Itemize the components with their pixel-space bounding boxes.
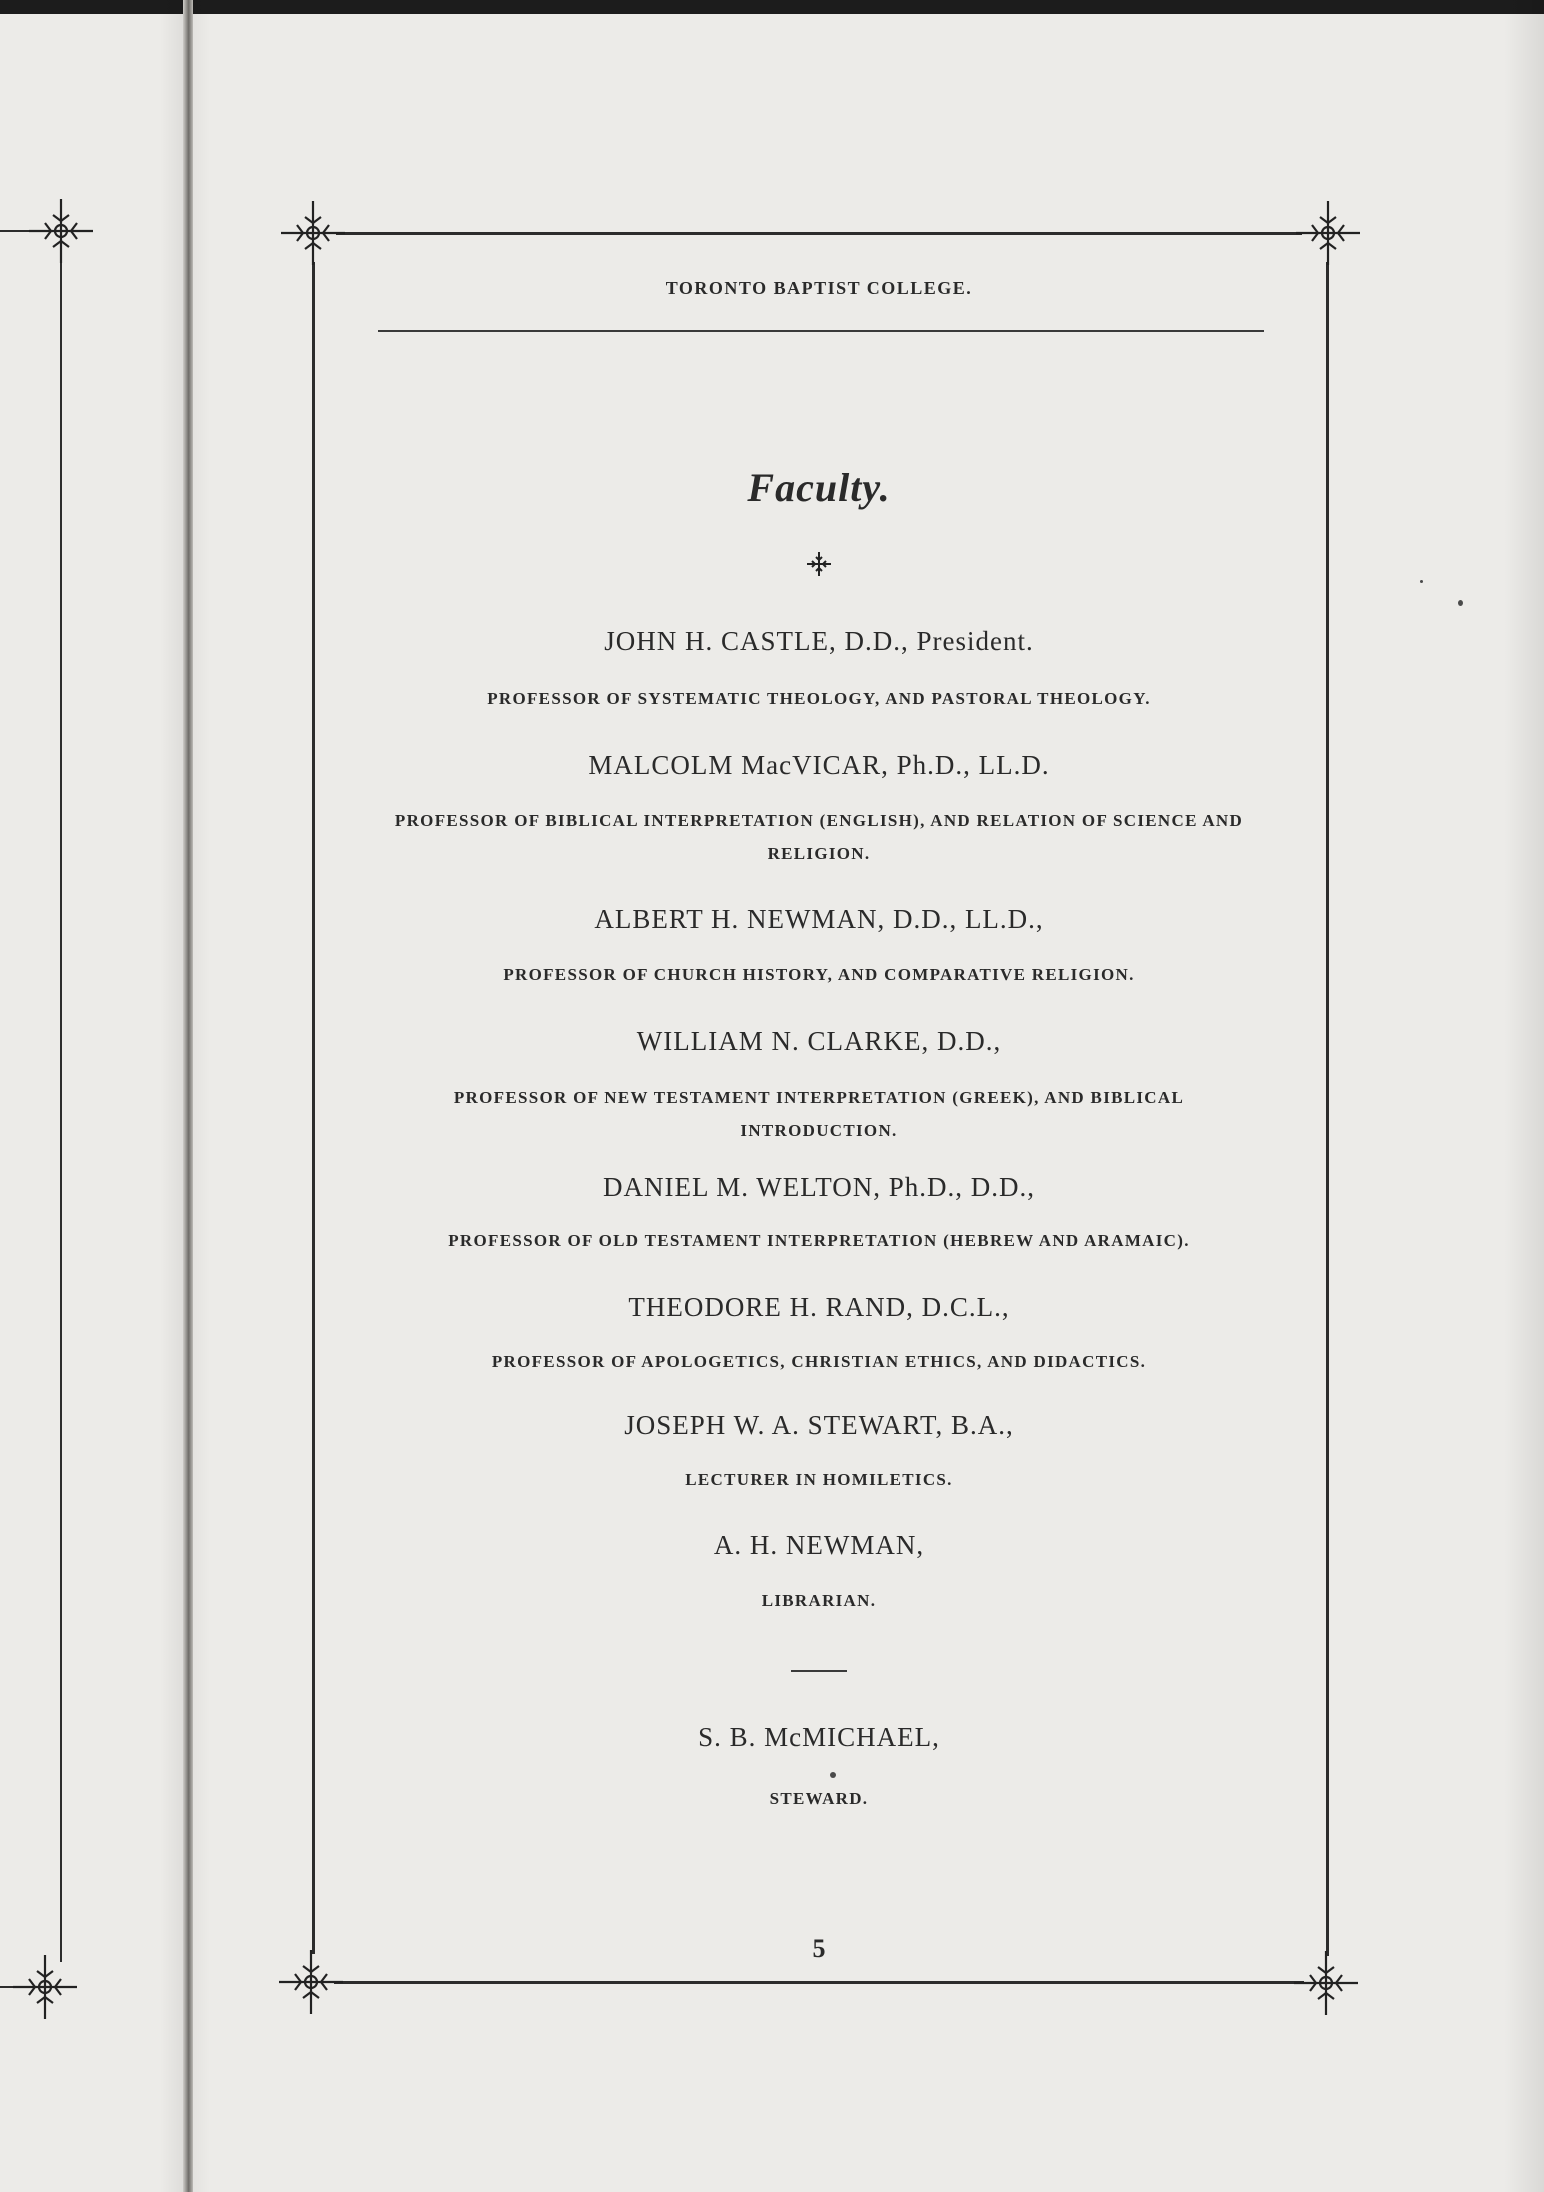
faculty-role: PROFESSOR OF APOLOGETICS, CHRISTIAN ETHICS, AND DIDACTICS. <box>491 1352 1147 1371</box>
frame-top-border <box>336 232 1302 235</box>
page-edge-shade <box>1504 0 1544 2192</box>
scan-top-edge <box>0 0 1544 14</box>
faculty-name: DANIEL M. WELTON, Ph.D., D.D., <box>603 1172 1035 1202</box>
faculty-role: LIBRARIAN. <box>761 1591 877 1610</box>
left-page-ornament-bottom-icon <box>9 1951 81 2023</box>
frame-right-border <box>1326 262 1329 1956</box>
section-title: Faculty. <box>747 465 891 510</box>
faculty-name: A. H. NEWMAN, <box>713 1530 925 1560</box>
scan-speck <box>1420 580 1423 583</box>
cross-ornament-icon <box>805 550 833 578</box>
faculty-role: PROFESSOR OF CHURCH HISTORY, AND COMPARATIVE RELIGION. <box>503 965 1135 984</box>
faculty-name: WILLIAM N. CLARKE, D.D., <box>636 1026 1002 1056</box>
frame-ornament-top-right-icon <box>1292 197 1364 269</box>
frame-ornament-top-left-icon <box>277 197 349 269</box>
head-rule <box>378 330 1264 332</box>
book-gutter <box>183 0 193 2192</box>
faculty-name: JOHN H. CASTLE, D.D., President. <box>604 626 1034 656</box>
divider-rule <box>791 1670 847 1672</box>
left-page-ornament-top-icon <box>25 195 97 267</box>
running-head: TORONTO BAPTIST COLLEGE. <box>665 278 973 298</box>
faculty-role: PROFESSOR OF NEW TESTAMENT INTERPRETATION (GREEK), AND BIBLICAL INTRODUCTION. <box>453 1088 1185 1140</box>
faculty-role: PROFESSOR OF OLD TESTAMENT INTERPRETATION (HEBREW AND ARAMAIC). <box>448 1231 1190 1250</box>
frame-bottom-border <box>334 1981 1304 1984</box>
steward-role: STEWARD. <box>769 1789 869 1808</box>
page-number: 5 <box>812 1934 826 1963</box>
faculty-name: JOSEPH W. A. STEWART, B.A., <box>624 1410 1014 1440</box>
faculty-role: LECTURER IN HOMILETICS. <box>685 1470 953 1489</box>
scan-speck <box>830 1772 836 1778</box>
scan-speck <box>1458 600 1463 606</box>
faculty-role: PROFESSOR OF BIBLICAL INTERPRETATION (ENGLISH), AND RELATION OF SCIENCE AND RELIGION. <box>394 811 1244 863</box>
faculty-name: MALCOLM MacVICAR, Ph.D., LL.D. <box>588 750 1050 780</box>
faculty-name: THEODORE H. RAND, D.C.L., <box>628 1292 1010 1322</box>
faculty-name: ALBERT H. NEWMAN, D.D., LL.D., <box>594 904 1044 934</box>
left-page-frame-right <box>60 260 62 1962</box>
steward-name: S. B. McMICHAEL, <box>698 1722 940 1752</box>
frame-left-border <box>312 262 315 1954</box>
faculty-role: PROFESSOR OF SYSTEMATIC THEOLOGY, AND PASTORAL THEOLOGY. <box>487 689 1151 708</box>
